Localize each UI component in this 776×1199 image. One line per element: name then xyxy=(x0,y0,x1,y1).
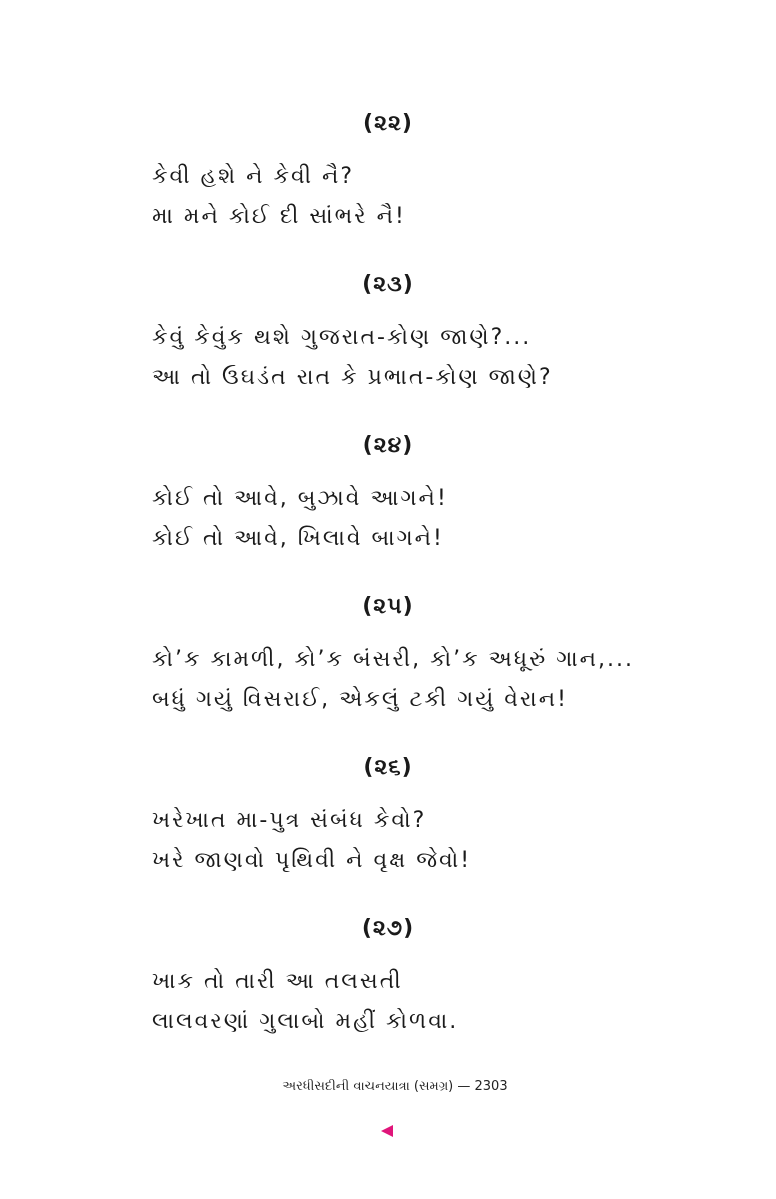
poem-line: કેવું કેવુંક થશે ગુજરાત-કોણ જાણે?... xyxy=(152,325,532,350)
poem-line: ખાક તો તારી આ તલસતી xyxy=(152,969,403,994)
poem-line: ખરે જાણવો પૃથિવી ને વૃક્ષ જેવો! xyxy=(152,848,472,873)
poem-section-27 xyxy=(0,905,776,1066)
poem-line: કોઈ તો આવે, ખિલાવે બાગને! xyxy=(152,526,444,551)
poem-section-22 xyxy=(0,100,776,261)
poem-line: મા મને કોઈ દી સાંભરે નૈ! xyxy=(152,204,406,229)
page-footer: અરધીસદીની વાચનયાત્રા (સમગ્ર) — 2303 xyxy=(282,1079,508,1094)
section-number: (૨૬) xyxy=(363,755,413,780)
poem-section-25 xyxy=(0,583,776,744)
poem-section-26 xyxy=(0,744,776,905)
section-number: (૨૭) xyxy=(361,916,415,941)
poem-section-24 xyxy=(0,422,776,583)
poem-line: લાલવરણાં ગુલાબો મહીં કોળવા. xyxy=(152,1009,459,1034)
poem-section-23 xyxy=(0,261,776,422)
section-number: (૨૫) xyxy=(362,594,414,619)
poem-sections xyxy=(0,100,776,1066)
poem-line: કેવી હશે ને કેવી નૈ? xyxy=(152,164,355,189)
section-number: (૨૨) xyxy=(363,111,413,136)
section-number: (૨૪) xyxy=(362,433,414,458)
poem-line: આ તો ઉઘડંત રાત કે પ્રભાત-કોણ જાણે? xyxy=(152,365,553,390)
section-number: (૨૩) xyxy=(362,272,414,297)
poem-line: કો’ક કામળી, કો’ક બંસરી, કો’ક અધૂરું ગાન,... xyxy=(152,647,635,672)
poem-line: બધું ગયું વિસરાઈ, એકલું ટકી ગયું વેરાન! xyxy=(152,687,568,712)
poem-line: કોઈ તો આવે, બુઝાવે આગને! xyxy=(152,486,448,511)
triangle-left-icon[interactable] xyxy=(381,1125,393,1137)
poem-line: ખરેખાત મા-પુત્ર સંબંધ કેવો? xyxy=(152,808,427,833)
